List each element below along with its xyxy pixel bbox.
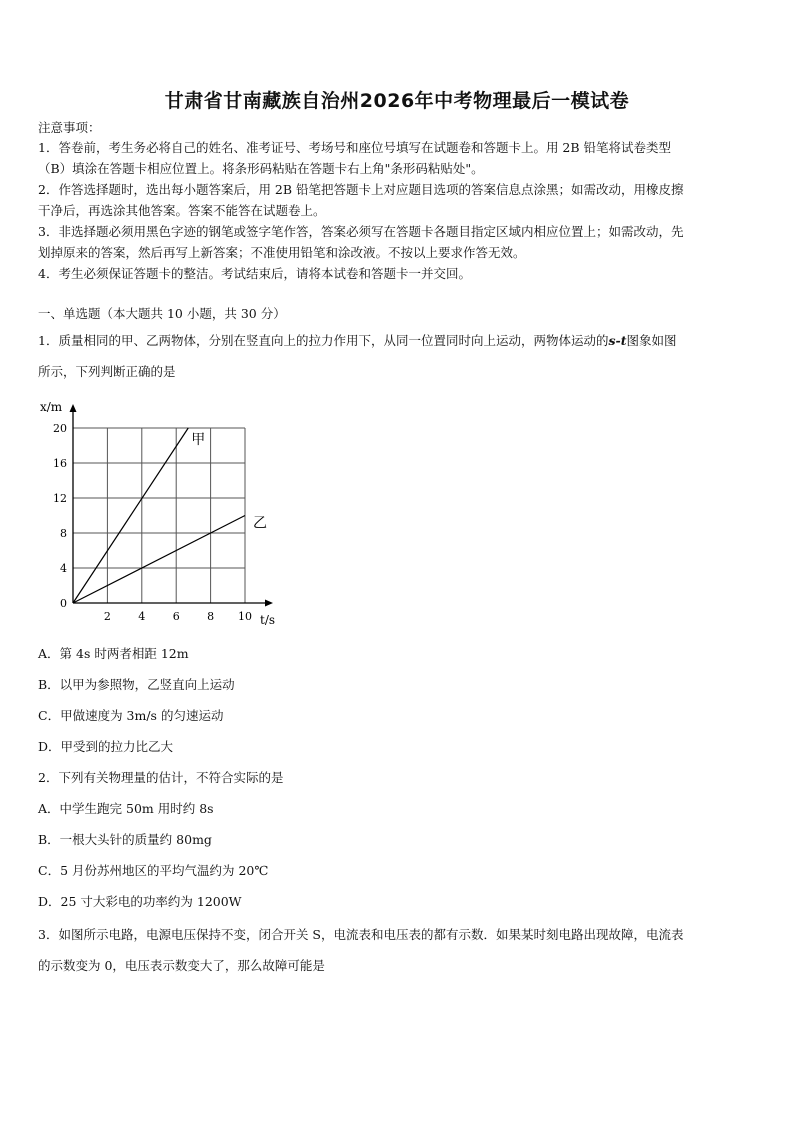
notice-line: 2．作答选择题时，选出每小题答案后，用 2B 铅笔把答题卡上对应题目选项的答案信息点涂黑；如需改动，用橡皮擦 [38,182,684,197]
notice-line: 干净后，再选涂其他答案。答案不能答在试题卷上。 [38,203,326,218]
question-1-stem [38,331,760,351]
notice-line: 3．非选择题必须用黑色字迹的钢笔或签字笔作答，答案必须写在答题卡各题目指定区域内相应位置上；如需改动，先 [38,224,684,239]
st-graph [36,393,286,633]
q1-option-c: C．甲做速度为 3m/s 的匀速运动 [38,708,224,723]
q2-option-c: C．5 月份苏州地区的平均气温约为 20℃ [38,863,269,878]
page-title: 甘肃省甘南藏族自治州2026年中考物理最后一模试卷 [164,90,630,112]
y-axis-label: x/m [40,400,63,414]
q1-var: s-t [608,333,627,348]
chart-grid [73,428,245,603]
y-tick-label: 16 [53,457,67,470]
notice-line: （B）填涂在答题卡相应位置上。将条形码粘贴在答题卡右上角"条形码粘贴处"。 [38,161,484,176]
x-axis-label: t/s [260,613,276,627]
chart-series [73,428,267,603]
x-axis-arrow [265,600,273,607]
q1-option-b: B．以甲为参照物，乙竖直向上运动 [38,677,235,692]
notice-line: 划掉原来的答案，然后再写上新答案；不准使用铅笔和涂改液。不按以上要求作答无效。 [38,245,526,260]
q1-text-a: 1．质量相同的甲、乙两物体，分别在竖直向上的拉力作用下，从同一位置同时向上运动，两物体运动的 [38,333,609,348]
q2-option-d: D．25 寸大彩电的功率约为 1200W [38,894,242,909]
y-tick-label: 4 [60,562,67,575]
x-tick-label: 6 [172,610,180,623]
series-line [73,428,188,603]
question-1-stem-line2: 所示，下列判断正确的是 [38,364,176,379]
x-tick-label: 2 [103,610,111,623]
question-3-stem: 3．如图所示电路，电源电压保持不变，闭合开关 S，电流表和电压表的都有示数．如果某时刻电路出现故障，电流表 [38,927,684,942]
x-tick-label: 4 [138,610,146,623]
chart-axes [70,404,274,607]
series-label: 甲 [191,432,206,448]
series-label: 乙 [253,515,267,532]
q1-text-b: 图象如图 [626,333,677,348]
y-tick-label: 0 [60,597,67,610]
question-2-stem: 2．下列有关物理量的估计，不符合实际的是 [38,770,284,785]
q2-option-a: A．中学生跑完 50m 用时约 8s [38,801,214,816]
question-3-stem-line2: 的示数变为 0，电压表示数变大了，那么故障可能是 [38,958,325,973]
q1-option-d: D．甲受到的拉力比乙大 [38,739,174,754]
q1-option-a: A．第 4s 时两者相距 12m [38,646,189,661]
x-tick-label: 8 [207,610,215,623]
x-tick-label: 10 [238,610,252,623]
section-heading: 一、单选题（本大题共 10 小题，共 30 分） [38,306,286,321]
series-line [73,516,245,604]
y-tick-label: 12 [53,492,67,505]
y-axis-arrow [70,404,77,412]
y-tick-label: 20 [53,422,67,435]
notice-line: 1．答卷前，考生务必将自己的姓名、准考证号、考场号和座位号填写在试题卷和答题卡上。用 2B 铅笔将试卷类型 [38,140,672,155]
q2-option-b: B．一根大头针的质量约 80mg [38,832,212,847]
notice-heading: 注意事项： [38,120,101,135]
y-tick-label: 8 [60,527,67,540]
notice-line: 4．考生必须保证答题卡的整洁。考试结束后，请将本试卷和答题卡一并交回。 [38,266,471,281]
chart-ticks [40,400,275,627]
